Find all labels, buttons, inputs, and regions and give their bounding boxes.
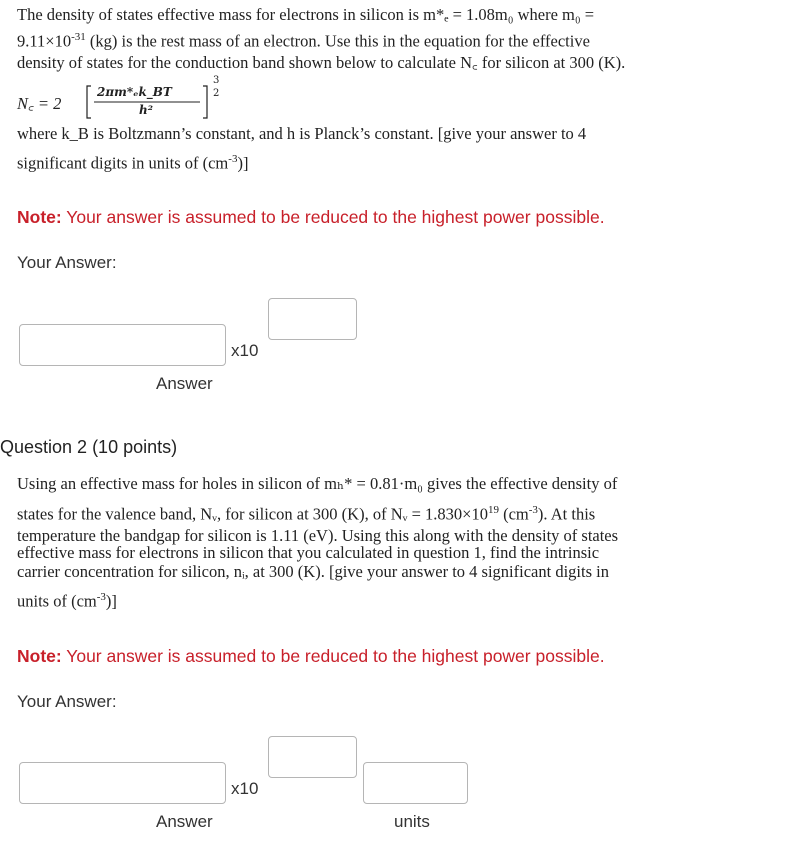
q1-mass-exponent: -31: [71, 31, 86, 43]
q1-your-answer-label: Your Answer:: [17, 253, 117, 272]
q1-formula-denominator: h²: [139, 103, 153, 117]
q2-nv-exponent: 19: [487, 504, 499, 516]
q1-line2-rest: (kg) is the rest mass of an electron. Use this in the equation for the effective: [85, 31, 590, 51]
q2-unit-exponent: -3: [528, 504, 538, 516]
q1-text-line-3: density of states for the conduction band shown below to calculate N꜀ for silicon at 300 (K).: [17, 53, 626, 72]
q2-text-line-4: effective mass for electrons in silicon that you calculated in question 1, find the intrinsic: [17, 543, 600, 562]
q1-note-text: Your answer is assumed to be reduced to the highest power possible.: [61, 207, 605, 227]
q1-line5-start: significant digits in units of (cm: [17, 153, 229, 173]
q2-line6-exponent: -3: [96, 591, 106, 603]
q2-note-text: Your answer is assumed to be reduced to the highest power possible.: [61, 646, 605, 666]
q1-text-line-1: The density of states effective mass for electrons in silicon is m*ₑ = 1.08m₀ where m₀ =: [17, 5, 595, 24]
q2-answer-caption: Answer: [156, 812, 213, 831]
q1-exponent-input[interactable]: [268, 298, 357, 340]
q2-text-line-1: Using an effective mass for holes in silicon of mₕ* = 0.81·m₀ gives the effective density of: [17, 474, 618, 493]
q2-text-line-2: [17, 504, 595, 525]
q1-text-line-4: where k_B is Boltzmann’s constant, and h is Planck’s constant. [give your answer to 4: [17, 124, 587, 143]
q2-exponent-input[interactable]: [268, 736, 357, 778]
q1-note: [17, 207, 605, 228]
q2-line6-end: )]: [105, 591, 117, 611]
q2-line2-end: ). At this: [537, 504, 596, 524]
q2-line2-mid: (cm: [498, 504, 529, 524]
q2-text-line-3: temperature the bandgap for silicon is 1.11 (eV). Using this along with the density of states: [17, 526, 619, 545]
q1-formula-exponent-num: 3: [213, 75, 220, 86]
q1-answer-caption: Answer: [156, 374, 213, 393]
q2-note: [17, 646, 605, 667]
q2-units-caption: units: [394, 812, 430, 831]
q1-answer-input[interactable]: [19, 324, 226, 366]
q2-answer-input[interactable]: [19, 762, 226, 804]
q1-note-label: Note:: [17, 207, 62, 227]
q1-formula-numerator: 2πm*ₑk_BT: [97, 85, 172, 99]
q1-line5-end: )]: [237, 153, 249, 173]
q2-note-label: Note:: [17, 646, 62, 666]
q2-title-points: (10 points): [87, 437, 178, 457]
q1-formula-lhs: N꜀ = 2: [17, 94, 62, 113]
q2-line6-start: units of (cm: [17, 591, 97, 611]
q2-line2-start: states for the valence band, Nᵥ, for silicon at 300 (K), of Nᵥ = 1.830×10: [17, 504, 488, 524]
q1-text-line-5: [17, 153, 248, 174]
q1-unit-exponent: -3: [228, 153, 238, 165]
q1-formula-exponent-den: 2: [213, 88, 220, 99]
q2-your-answer-label: Your Answer:: [17, 692, 117, 711]
q2-units-input[interactable]: [363, 762, 468, 804]
q2-text-line-6: [17, 591, 117, 612]
q2-text-line-5: carrier concentration for silicon, nᵢ, at 300 (K). [give your answer to 4 significant digits in: [17, 562, 609, 581]
q2-title-label: Question 2: [0, 437, 88, 457]
q1-x10-label: x10: [231, 341, 259, 360]
q1-text-line-2: [17, 31, 590, 52]
q1-mass-value: 9.11×10: [17, 31, 72, 51]
q2-title: [0, 437, 177, 458]
q2-x10-label: x10: [231, 779, 259, 798]
